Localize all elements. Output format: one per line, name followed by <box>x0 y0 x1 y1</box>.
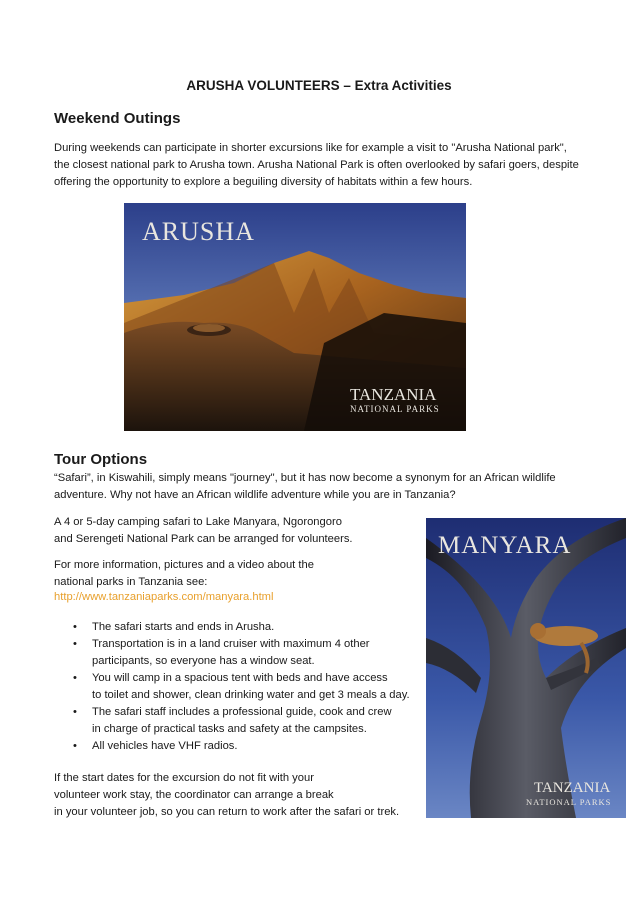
tour-heading: Tour Options <box>54 451 148 468</box>
manyara-poster-image <box>426 518 626 818</box>
safari-details-list <box>54 619 410 755</box>
arusha-brand-line2: NATIONAL PARKS <box>350 404 440 414</box>
manyara-brand-line1: TANZANIA <box>534 780 611 796</box>
info-paragraph <box>54 557 314 591</box>
list-item: • Transportation is in a land cruiser with maximum 4 other participants, so everyone has a window seat. <box>54 636 410 670</box>
info-line: national parks in Tanzania see: <box>54 576 208 588</box>
list-item: • You will camp in a spacious tent with beds and have access to toilet and shower, clean drinking water and get 3 meals a day. <box>54 670 410 704</box>
tour-intro-line: “Safari”, in Kiswahili, simply means "journey", but it has now become a synonym for an African wildlife <box>54 472 556 484</box>
weekend-line: the closest national park to Arusha town. Arusha National Park is often overlooked by safari goers, despite <box>54 159 579 171</box>
tour-intro-line: adventure. Why not have an African wildlife adventure while you are in Tanzania? <box>54 489 456 501</box>
document-title: ARUSHA VOLUNTEERS – Extra Activities <box>186 78 452 93</box>
closing-paragraph <box>54 770 399 821</box>
weekend-line: offering the opportunity to explore a beguiling diversity of habitats within a few hours. <box>54 176 473 188</box>
manyara-brand-line2: NATIONAL PARKS <box>526 797 612 807</box>
weekend-paragraph <box>54 140 579 191</box>
list-item: • The safari staff includes a professional guide, cook and crew in charge of practical tasks and safety at the campsites. <box>54 704 410 738</box>
camping-line: and Serengeti National Park can be arranged for volunteers. <box>54 533 353 545</box>
camping-paragraph <box>54 514 353 548</box>
weekend-heading: Weekend Outings <box>54 110 181 127</box>
weekend-line: During weekends can participate in shorter excursions like for example a visit to "Arusha National park", <box>54 142 567 154</box>
camping-line: A 4 or 5-day camping safari to Lake Manyara, Ngorongoro <box>54 516 342 528</box>
arusha-brand-line1: TANZANIA <box>350 385 437 404</box>
list-item: • The safari starts and ends in Arusha. <box>54 619 410 636</box>
tanzania-parks-link[interactable]: http://www.tanzaniaparks.com/manyara.html <box>54 591 274 603</box>
info-line: For more information, pictures and a video about the <box>54 559 314 571</box>
closing-line: in your volunteer job, so you can return to work after the safari or trek. <box>54 806 400 818</box>
arusha-poster-image <box>124 203 466 431</box>
arusha-overlay-title: ARUSHA <box>142 217 255 246</box>
manyara-overlay-title: MANYARA <box>438 532 572 559</box>
list-item: • All vehicles have VHF radios. <box>54 738 410 755</box>
closing-line: volunteer work stay, the coordinator can arrange a break <box>54 789 334 801</box>
tour-intro <box>54 470 556 504</box>
closing-line: If the start dates for the excursion do not fit with your <box>54 772 314 784</box>
